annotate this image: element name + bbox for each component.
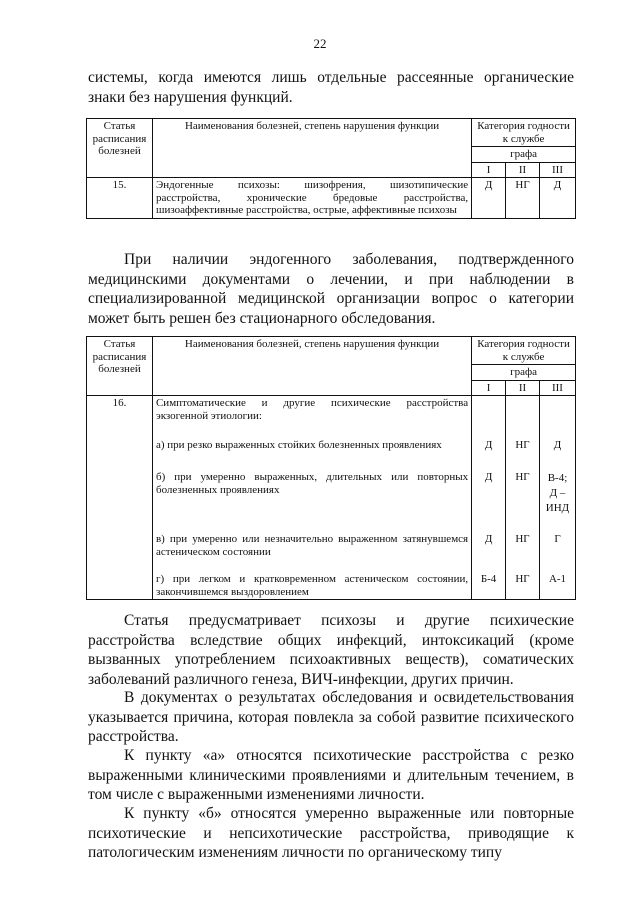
header-disease: Наименования болезней, степень нарушения функции	[152, 119, 471, 178]
header-col-2: II	[506, 380, 540, 396]
disease-intro: Симптоматические и другие психические расстройства экзогенной этиологии:	[152, 396, 471, 439]
header-article: Статья расписания болезней	[87, 337, 153, 396]
item-c-col-2: НГ	[506, 532, 540, 572]
paragraph-1: Статья предусматривает психозы и другие психические расстройства вследствие общих инфекций, интоксикаций (кроме вызванных употреблением психоактивных веществ), соматических заболеваний различного генеза, ВИЧ-инфекции, других причин.	[88, 612, 574, 688]
item-d-col-2: НГ	[506, 572, 540, 600]
item-c-col-3: Г	[539, 532, 575, 572]
item-b-col-2: НГ	[506, 470, 540, 532]
item-a-col-2: НГ	[506, 438, 540, 470]
category-col-3: Д	[540, 178, 576, 219]
paragraph-2: В документах о результатах обследования и освидетельствования указывается причина, которая повлекла за собой развитие психического расстройства.	[88, 689, 574, 745]
category-col-2: НГ	[506, 178, 540, 219]
empty-cell	[472, 396, 506, 439]
note-paragraph: При наличии эндогенного заболевания, подтвержденного медицинскими документами о лечении, и при наблюдении в специализированной медицинской организации вопрос о категории может быть решен без стационарного обследования.	[88, 251, 574, 327]
paragraph-3: К пункту «а» относятся психотические расстройства с резко выраженными клиническими проявлениями и длительным течением, в том числе с выраженными изменениями личности.	[88, 747, 574, 803]
table-article-16	[86, 336, 576, 600]
disease-item-a: а) при резко выраженных стойких болезненных проявлениях	[152, 438, 471, 470]
header-col-1: I	[472, 162, 506, 178]
header-graph: графа	[472, 147, 576, 163]
page-number: 22	[313, 36, 327, 51]
item-d-col-3: А-1	[539, 572, 575, 600]
empty-cell	[506, 396, 540, 439]
item-c-col-1: Д	[472, 532, 506, 572]
disease-item-b: б) при умеренно выраженных, длительных или повторных болезненных проявлениях	[152, 470, 471, 532]
intro-paragraph: системы, когда имеются лишь отдельные рассеянные органические знаки без нарушения функций.	[88, 69, 574, 106]
header-disease: Наименования болезней, степень нарушения функции	[152, 337, 471, 396]
item-b-col-1: Д	[472, 470, 506, 532]
header-col-1: I	[472, 380, 506, 396]
header-col-3: III	[540, 162, 576, 178]
header-category: Категория годности к службе	[472, 337, 576, 365]
category-col-1: Д	[472, 178, 506, 219]
header-col-2: II	[506, 162, 540, 178]
item-b-col-3: В-4; Д – ИНД	[539, 470, 575, 532]
paragraph-4: К пункту «б» относятся умеренно выраженные или повторные психотические и непсихотические расстройства, приводящие к патологическим изменениям личности по органическому типу	[88, 805, 574, 861]
header-category: Категория годности к службе	[472, 119, 576, 147]
item-a-col-3: Д	[539, 438, 575, 470]
header-col-3: III	[539, 380, 575, 396]
empty-cell	[539, 396, 575, 439]
header-graph: графа	[472, 365, 576, 381]
disease-description: Эндогенные психозы: шизофрения, шизотипические расстройства, хронические бредовые расстройства, шизоаффективные расстройства, острые, аффективные психозы	[152, 178, 471, 219]
item-d-col-1: Б-4	[472, 572, 506, 600]
header-article: Статья расписания болезней	[87, 119, 153, 178]
disease-item-c: в) при умеренно или незначительно выраженном затянувшемся астеническом состоянии	[152, 532, 471, 572]
article-number: 15.	[87, 178, 153, 219]
item-a-col-1: Д	[472, 438, 506, 470]
article-number: 16.	[87, 396, 153, 600]
disease-item-d: г) при легком и кратковременном астеническом состоянии, закончившемся выздоровлением	[152, 572, 471, 600]
table-article-15	[86, 118, 576, 219]
